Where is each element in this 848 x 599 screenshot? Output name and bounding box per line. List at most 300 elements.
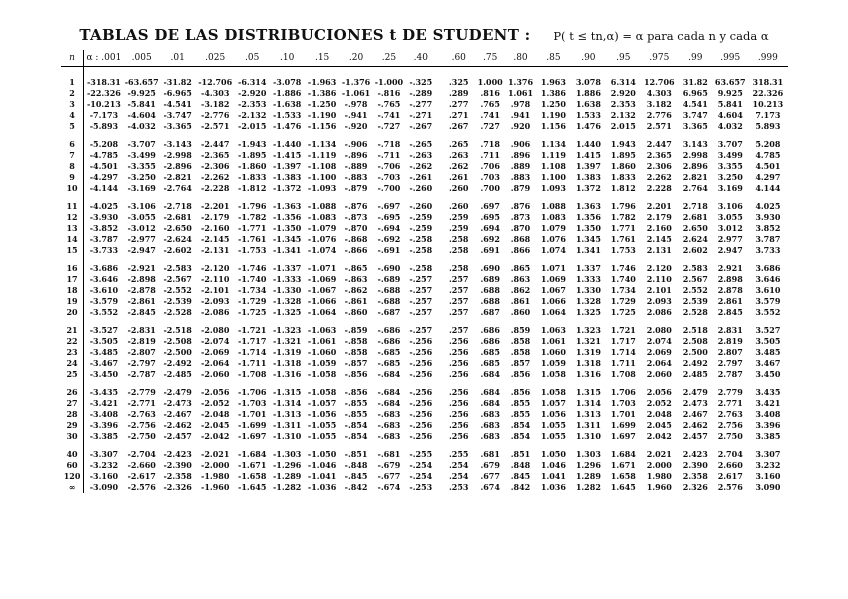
- table-cell: 2.064: [646, 358, 672, 368]
- table-cell: -1.725: [238, 307, 267, 317]
- table-cell: 2.132: [610, 110, 636, 120]
- table-cell: 1.046: [540, 460, 566, 470]
- table-cell: -1.397: [272, 161, 302, 171]
- table-cell: .257: [449, 274, 469, 284]
- table-cell: -1.345: [272, 234, 302, 244]
- table-cell: -3.396: [84, 420, 124, 431]
- table-cell: 2.681: [682, 212, 708, 222]
- row-n: 28: [66, 409, 78, 419]
- table-cell: -3.485: [84, 347, 124, 358]
- table-cell: -2.763: [127, 409, 156, 419]
- table-cell: 4.303: [646, 88, 672, 98]
- table-cell: -2.831: [127, 325, 156, 335]
- alpha-header: .60: [436, 50, 475, 67]
- table-cell: 2.508: [682, 336, 708, 346]
- table-cell: -1.734: [238, 285, 267, 295]
- table-cell: .856: [510, 369, 531, 379]
- table-cell: 2.539: [682, 296, 708, 306]
- table-cell: -2.358: [163, 471, 192, 481]
- table-cell: -.690: [377, 263, 401, 273]
- table-row: [61, 318, 788, 336]
- table-row: [61, 121, 788, 132]
- table-cell: -2.120: [201, 263, 230, 273]
- table-cell: 3.467: [755, 358, 781, 368]
- n-header: n: [61, 50, 84, 67]
- table-cell: 4.604: [717, 110, 743, 120]
- table-cell: 2.262: [646, 172, 672, 182]
- table-cell: -4.541: [163, 99, 192, 109]
- table-cell: -3.012: [127, 223, 156, 233]
- table-cell: 1.746: [610, 263, 636, 273]
- table-cell: -1.721: [238, 325, 267, 335]
- table-cell: 1.250: [540, 99, 566, 109]
- table-cell: -7.173: [84, 110, 124, 121]
- table-cell: -.883: [344, 172, 368, 182]
- table-cell: -.689: [377, 274, 401, 284]
- table-cell: 1.066: [540, 296, 566, 306]
- table-cell: .856: [510, 387, 531, 397]
- table-cell: .866: [510, 245, 531, 255]
- table-cell: -3.421: [84, 398, 124, 409]
- table-cell: -2.878: [127, 285, 156, 295]
- table-cell: .256: [449, 358, 469, 368]
- table-cell: .941: [510, 110, 531, 120]
- table-row: [61, 183, 788, 194]
- row-n: 14: [66, 234, 78, 244]
- table-cell: 2.998: [682, 150, 708, 160]
- table-cell: 2.052: [646, 398, 672, 408]
- table-row: [61, 296, 788, 307]
- table-cell: .677: [480, 471, 500, 481]
- table-cell: -.741: [377, 110, 401, 120]
- table-cell: -2.457: [163, 431, 192, 441]
- row-n: 5: [69, 121, 75, 131]
- table-cell: -.863: [344, 274, 368, 284]
- table-cell: -.256: [409, 347, 433, 357]
- table-cell: 2.921: [717, 263, 743, 273]
- table-cell: 2.947: [717, 245, 743, 255]
- table-cell: 1.067: [540, 285, 566, 295]
- table-cell: -3.450: [84, 369, 124, 380]
- table-cell: 1.064: [540, 307, 566, 317]
- table-row: [61, 88, 788, 99]
- table-cell: .256: [449, 420, 469, 430]
- table-cell: .257: [449, 307, 469, 317]
- table-cell: -3.686: [84, 256, 124, 274]
- alpha-header: .999: [748, 50, 788, 67]
- table-cell: .257: [449, 325, 469, 335]
- table-cell: 2.110: [646, 274, 672, 284]
- table-cell: .711: [480, 150, 500, 160]
- table-cell: 1.333: [575, 274, 601, 284]
- table-cell: -1.415: [272, 150, 302, 160]
- table-row: [61, 482, 788, 493]
- table-cell: -1.761: [238, 234, 267, 244]
- table-cell: 2.042: [646, 431, 672, 441]
- table-cell: 2.101: [646, 285, 672, 295]
- table-cell: .862: [510, 285, 531, 295]
- table-cell: -3.527: [84, 318, 124, 336]
- table-cell: -1.058: [307, 369, 337, 379]
- row-n: 9: [69, 172, 75, 182]
- table-cell: -2.583: [163, 263, 192, 273]
- table-cell: -1.753: [238, 245, 267, 255]
- table-cell: 2.086: [646, 307, 672, 317]
- table-cell: -1.319: [272, 347, 302, 357]
- table-cell: 1.325: [575, 307, 601, 317]
- table-cell: .765: [480, 99, 500, 109]
- table-cell: -.765: [377, 99, 401, 109]
- table-cell: -3.610: [84, 285, 124, 296]
- table-cell: -2.060: [201, 369, 230, 379]
- table-cell: -.277: [409, 99, 433, 109]
- table-cell: 1.055: [540, 431, 566, 441]
- table-cell: 1.056: [540, 409, 566, 419]
- table-cell: -2.485: [163, 369, 192, 379]
- table-cell: 2.624: [682, 234, 708, 244]
- table-cell: -.256: [409, 420, 433, 430]
- table-cell: -.325: [409, 77, 433, 87]
- table-cell: -.257: [409, 274, 433, 284]
- table-cell: 3.435: [755, 387, 781, 397]
- table-cell: -1.533: [272, 110, 302, 120]
- table-cell: .695: [480, 212, 500, 222]
- table-cell: 1.060: [540, 347, 566, 357]
- table-cell: .257: [449, 296, 469, 306]
- table-cell: .256: [449, 336, 469, 346]
- table-cell: 2.500: [682, 347, 708, 357]
- table-cell: -2.571: [201, 121, 230, 131]
- table-cell: -1.041: [307, 471, 337, 481]
- table-cell: -3.467: [84, 358, 124, 369]
- table-cell: .858: [510, 336, 531, 346]
- row-n: 27: [66, 398, 78, 408]
- table-cell: .262: [449, 161, 469, 171]
- table-cell: -.256: [409, 387, 433, 397]
- table-cell: 1.059: [540, 358, 566, 368]
- alpha-header: .005: [124, 50, 160, 67]
- table-cell: -.727: [377, 121, 401, 131]
- table-cell: -1.337: [272, 263, 302, 273]
- table-cell: -.255: [409, 449, 433, 459]
- table-cell: 1.057: [540, 398, 566, 408]
- table-cell: -.855: [344, 409, 368, 419]
- table-cell: 1.079: [540, 223, 566, 233]
- table-cell: .686: [480, 336, 500, 346]
- table-cell: -2.704: [127, 449, 156, 459]
- row-n: ∞: [68, 482, 76, 492]
- table-cell: -1.000: [374, 77, 404, 87]
- table-row: [61, 256, 788, 274]
- table-cell: 2.015: [610, 121, 636, 131]
- table-cell: 2.776: [646, 110, 672, 120]
- table-cell: -1.088: [307, 201, 337, 211]
- table-cell: -2.650: [163, 223, 192, 233]
- table-cell: -2.365: [201, 150, 230, 160]
- table-cell: 1.833: [610, 172, 636, 182]
- table-cell: .690: [480, 263, 500, 273]
- table-cell: -3.143: [163, 139, 192, 149]
- table-cell: -2.262: [201, 172, 230, 182]
- table-cell: .684: [480, 398, 500, 408]
- table-cell: .260: [449, 201, 469, 211]
- table-cell: -1.729: [238, 296, 267, 306]
- table-cell: -2.045: [201, 420, 230, 430]
- table-cell: -2.819: [127, 336, 156, 346]
- table-cell: -2.110: [201, 274, 230, 284]
- table-cell: -2.552: [163, 285, 192, 295]
- table-cell: -.842: [344, 482, 368, 492]
- table-cell: .855: [510, 409, 531, 419]
- table-cell: -1.363: [272, 201, 302, 211]
- table-cell: 3.610: [755, 285, 781, 295]
- table-cell: -2.508: [163, 336, 192, 346]
- table-cell: -.906: [344, 139, 368, 149]
- row-n: 18: [66, 285, 78, 295]
- table-cell: .883: [510, 172, 531, 182]
- table-cell: -1.833: [238, 172, 267, 182]
- table-cell: -2.101: [201, 285, 230, 295]
- table-cell: -2.015: [238, 121, 267, 131]
- table-cell: .859: [510, 325, 531, 335]
- table-cell: 2.576: [717, 482, 743, 492]
- alpha-header: .85: [536, 50, 571, 67]
- table-cell: -2.681: [163, 212, 192, 222]
- table-cell: 1.711: [610, 358, 636, 368]
- table-cell: .868: [510, 234, 531, 244]
- row-n: 24: [66, 358, 78, 368]
- alpha-header: .95: [606, 50, 641, 67]
- table-cell: 2.821: [682, 172, 708, 182]
- table-cell: .848: [510, 460, 531, 470]
- table-cell: -.686: [377, 325, 401, 335]
- page-title: [0, 26, 848, 44]
- table-cell: 3.365: [682, 121, 708, 131]
- table-cell: 2.819: [717, 336, 743, 346]
- table-cell: -1.717: [238, 336, 267, 346]
- table-cell: .858: [510, 347, 531, 357]
- table-cell: 4.025: [755, 201, 781, 211]
- table-cell: -.876: [344, 201, 368, 211]
- table-cell: 1.282: [575, 482, 601, 492]
- table-cell: -2.086: [201, 307, 230, 317]
- table-cell: 1.088: [540, 201, 566, 211]
- row-n: 21: [66, 325, 78, 335]
- table-cell: -2.528: [163, 307, 192, 317]
- table-cell: 2.353: [610, 99, 636, 109]
- row-n: 11: [66, 201, 78, 211]
- table-cell: -1.638: [272, 99, 302, 109]
- table-cell: 1.980: [646, 471, 672, 481]
- row-n: 40: [66, 449, 78, 459]
- table-cell: -2.390: [163, 460, 192, 470]
- table-cell: 1.796: [610, 201, 636, 211]
- table-cell: -2.021: [201, 449, 230, 459]
- table-cell: -.259: [409, 212, 433, 222]
- table-cell: .685: [480, 347, 500, 357]
- table-cell: -3.182: [201, 99, 230, 109]
- alpha-header: .99: [678, 50, 713, 67]
- table-cell: -12.706: [198, 77, 233, 87]
- table-row: [61, 380, 788, 398]
- table-cell: 63.657: [714, 77, 746, 87]
- table-cell: -1.310: [272, 431, 302, 441]
- table-cell: 1.318: [575, 358, 601, 368]
- table-cell: -1.061: [307, 336, 337, 346]
- table-cell: 2.977: [717, 234, 743, 244]
- table-cell: -1.330: [272, 285, 302, 295]
- table-body: [61, 67, 788, 494]
- table-cell: -1.321: [272, 336, 302, 346]
- table-cell: 1.415: [575, 150, 601, 160]
- table-row: [61, 398, 788, 409]
- table-cell: 1.721: [610, 325, 636, 335]
- table-cell: -1.671: [238, 460, 267, 470]
- table-cell: 2.763: [717, 409, 743, 419]
- table-cell: -.711: [377, 150, 401, 160]
- row-n: 3: [69, 99, 75, 109]
- table-cell: 2.756: [717, 420, 743, 430]
- table-row: [61, 172, 788, 183]
- table-cell: 4.541: [682, 99, 708, 109]
- table-cell: -3.160: [84, 471, 124, 482]
- table-cell: 2.704: [717, 449, 743, 459]
- table-cell: -.256: [409, 409, 433, 419]
- table-cell: -.257: [409, 285, 433, 295]
- table-cell: -318.31: [84, 67, 124, 89]
- table-row: [61, 471, 788, 482]
- table-cell: -1.318: [272, 358, 302, 368]
- table-cell: -4.144: [84, 183, 124, 194]
- table-cell: 2.462: [682, 420, 708, 430]
- table-cell: -3.232: [84, 460, 124, 471]
- table-cell: 318.31: [752, 77, 784, 87]
- table-cell: -.289: [409, 88, 433, 98]
- table-cell: .694: [480, 223, 500, 233]
- table-cell: -3.365: [163, 121, 192, 131]
- table-cell: -1.156: [307, 121, 337, 131]
- alpha-header: α : .001: [84, 50, 124, 67]
- table-cell: -4.025: [84, 194, 124, 212]
- table-cell: 2.306: [646, 161, 672, 171]
- table-cell: -1.313: [272, 409, 302, 419]
- table-cell: -1.064: [307, 307, 337, 317]
- table-cell: -3.707: [127, 139, 156, 149]
- table-cell: 3.485: [755, 347, 781, 357]
- row-n: 10: [66, 183, 78, 193]
- table-cell: 4.032: [717, 121, 743, 131]
- row-n: 60: [66, 460, 78, 470]
- table-cell: -.256: [409, 369, 433, 379]
- row-n: 12: [66, 212, 78, 222]
- table-cell: .854: [510, 420, 531, 430]
- table-cell: -.674: [377, 482, 401, 492]
- table-cell: -.254: [409, 460, 433, 470]
- table-cell: -.816: [377, 88, 401, 98]
- table-cell: -3.646: [84, 274, 124, 285]
- table-cell: -1.711: [238, 358, 267, 368]
- table-row: [61, 336, 788, 347]
- row-n: 13: [66, 223, 78, 233]
- table-cell: .978: [510, 99, 531, 109]
- table-cell: -2.779: [127, 387, 156, 397]
- table-cell: -3.250: [127, 172, 156, 182]
- t-distribution-table: [61, 50, 788, 493]
- table-cell: -.706: [377, 161, 401, 171]
- table-cell: -1.746: [238, 263, 267, 273]
- table-cell: -.257: [409, 296, 433, 306]
- table-cell: -1.059: [307, 358, 337, 368]
- table-cell: .259: [449, 223, 469, 233]
- table-cell: 3.421: [755, 398, 781, 408]
- table-cell: -.256: [409, 358, 433, 368]
- table-cell: 2.021: [646, 449, 672, 459]
- table-cell: .873: [510, 212, 531, 222]
- table-cell: 1.440: [575, 139, 601, 149]
- table-cell: 3.747: [682, 110, 708, 120]
- table-cell: -.681: [377, 449, 401, 459]
- table-cell: 2.228: [646, 183, 672, 193]
- table-cell: -.857: [344, 358, 368, 368]
- table-cell: 1.372: [575, 183, 601, 193]
- table-cell: -3.435: [84, 380, 124, 398]
- table-cell: 3.852: [755, 223, 781, 233]
- table-cell: -1.071: [307, 263, 337, 273]
- table-cell: -1.771: [238, 223, 267, 233]
- table-cell: 1.093: [540, 183, 566, 193]
- table-cell: .256: [449, 398, 469, 408]
- table-cell: -1.134: [307, 139, 337, 149]
- table-cell: 1.341: [575, 245, 601, 255]
- table-cell: 1.055: [540, 420, 566, 430]
- table-cell: 1.860: [610, 161, 636, 171]
- table-cell: -.695: [377, 212, 401, 222]
- table-cell: -3.733: [84, 245, 124, 256]
- table-cell: -5.893: [84, 121, 124, 132]
- table-cell: -.688: [377, 285, 401, 295]
- alpha-header: .15: [305, 50, 340, 67]
- table-cell: 1.476: [575, 121, 601, 131]
- alpha-header: .40: [405, 50, 436, 67]
- table-cell: 2.567: [682, 274, 708, 284]
- table-row: [61, 358, 788, 369]
- table-cell: -2.467: [163, 409, 192, 419]
- table-cell: 2.831: [717, 325, 743, 335]
- table-cell: 3.355: [717, 161, 743, 171]
- table-cell: .857: [510, 358, 531, 368]
- table-cell: 1.310: [575, 431, 601, 441]
- table-cell: -3.090: [84, 482, 124, 493]
- title-formula: P( t ≤ tn,α) = α para cada n y cada α: [553, 29, 769, 43]
- table-cell: .920: [510, 121, 531, 131]
- table-cell: -2.048: [201, 409, 230, 419]
- table-cell: -2.602: [163, 245, 192, 255]
- table-cell: -2.660: [127, 460, 156, 470]
- table-cell: 1.134: [540, 139, 566, 149]
- table-cell: 2.080: [646, 325, 672, 335]
- table-cell: -.692: [377, 234, 401, 244]
- table-cell: .259: [449, 212, 469, 222]
- row-n: 16: [66, 263, 78, 273]
- table-cell: -2.624: [163, 234, 192, 244]
- table-cell: -.683: [377, 431, 401, 441]
- table-cell: -2.750: [127, 431, 156, 441]
- row-n: 25: [66, 369, 78, 379]
- table-cell: 1.714: [610, 347, 636, 357]
- table-cell: 1.058: [540, 369, 566, 379]
- table-cell: .691: [480, 245, 500, 255]
- table-cell: 2.920: [610, 88, 636, 98]
